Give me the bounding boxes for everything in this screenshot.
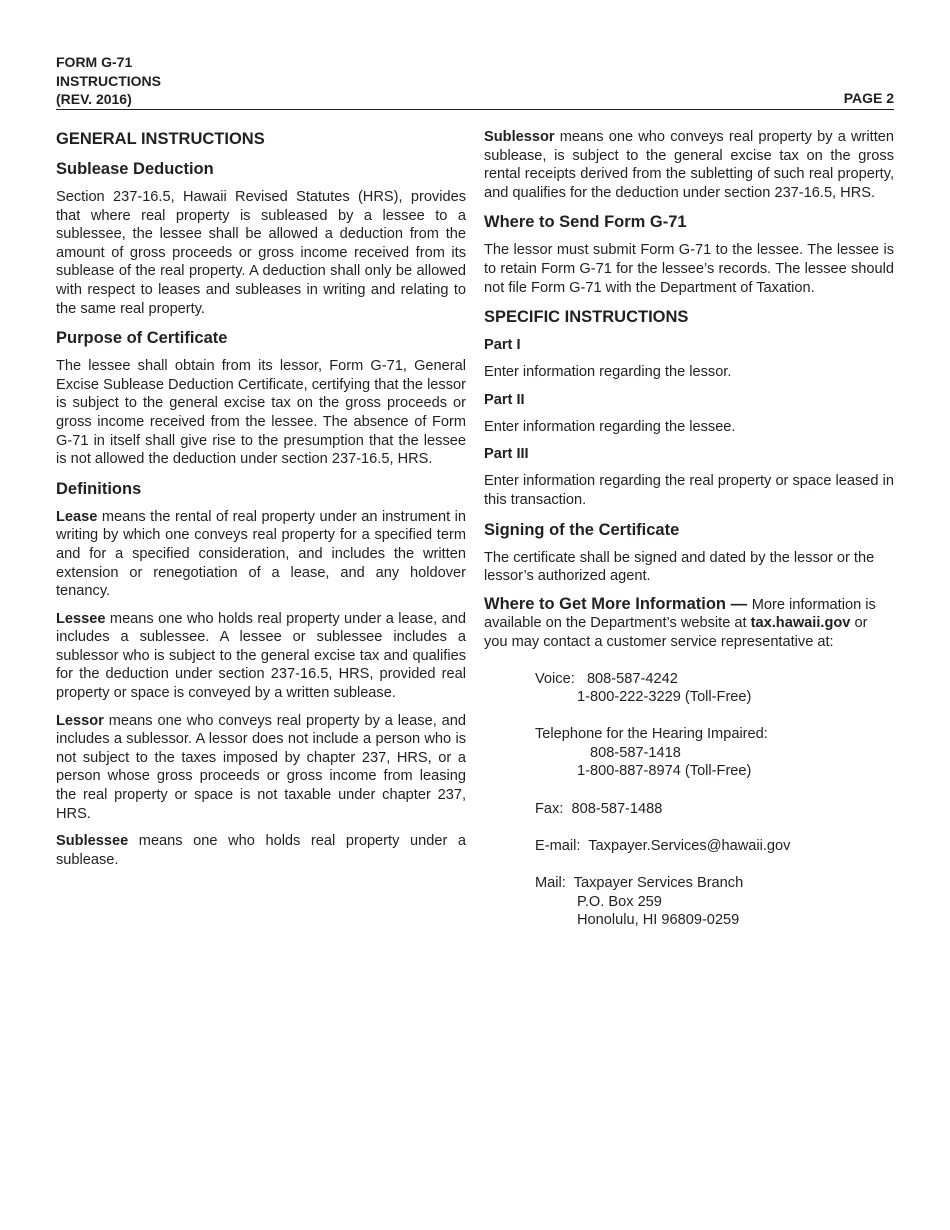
- sublease-deduction-text: Section 237-16.5, Hawaii Revised Statutes (HRS), provides that where real property is subleased by a lessee to a sublessee, the lessee shall be allowed a deduction from the amount of gross proceeds or gross income received from its sublease of the real property. A deduction shall only be allowed with respect to leases and subleases in writing and relating to the same real property.: [56, 189, 466, 317]
- form-revision: (REV. 2016): [56, 91, 132, 107]
- tty-tollfree: 1-800-887-8974 (Toll-Free): [577, 763, 752, 780]
- page-header: [56, 53, 894, 110]
- part-2-heading: Part II: [484, 391, 525, 408]
- more-information-heading: Where to Get More Information —: [484, 594, 752, 613]
- term-lessor: Lessor: [56, 712, 104, 729]
- where-to-send-text: The lessor must submit Form G-71 to the lessee. The lessee is to retain Form G-71 for the lessee’s records. The lessee should not file Form G-71 with the Department of Taxation.: [484, 242, 894, 296]
- specific-instructions-heading: SPECIFIC INSTRUCTIONS: [484, 308, 689, 327]
- mail-contact: [535, 874, 894, 930]
- website-link[interactable]: tax.hawaii.gov: [750, 615, 851, 632]
- tty-contact: [535, 725, 894, 781]
- general-instructions-heading: GENERAL INSTRUCTIONS: [56, 130, 265, 148]
- term-sublessee: Sublessee: [56, 833, 129, 850]
- part-3-heading: Part III: [484, 446, 529, 463]
- definition-lessee: [56, 610, 466, 703]
- tty-label: Telephone for the Hearing Impaired:: [535, 726, 768, 743]
- form-identifier: [56, 53, 161, 109]
- purpose-text: The lessee shall obtain from its lessor, Form G-71, General Excise Sublease Deduction Certificate, certifying that the lessor is subject to the general excise tax on the gross proceeds or gross income received from the lessee. The absence of Form G-71 in itself shall give rise to the presumption that the lessee is not allowed the deduction under section 237-16.5, HRS.: [56, 358, 466, 468]
- definition-sublessee-text: means one who holds real property under a sublease.: [56, 833, 466, 868]
- right-column: [484, 128, 894, 948]
- voice-tollfree: 1-800-222-3229 (Toll-Free): [577, 689, 752, 706]
- fax-label: Fax:: [535, 800, 564, 817]
- email-address[interactable]: Taxpayer.Services@hawaii.gov: [588, 837, 791, 854]
- definition-lessor-text: means one who conveys real property by a lease, and includes a sublessor. A lessor does not include a person who is not subject to the taxes imposed by chapter 237, HRS, or a person whose gross proceeds or gross income from leasing the real property or space is not taxable under chapter 237, HRS.: [56, 712, 466, 822]
- definition-lease-text: means the rental of real property under an instrument in writing by which one conveys real property for a specified term and for a specified consideration, and includes the written extension or renegotiation of a lease, and any holdover tenancy.: [56, 508, 466, 600]
- part-2-text: Enter information regarding the lessee.: [484, 418, 736, 435]
- email-contact: [535, 837, 894, 856]
- definition-lease: [56, 508, 466, 601]
- part-1-heading: Part I: [484, 337, 521, 354]
- more-information-text-1: More information is available on the Department’s website at: [484, 596, 876, 632]
- more-information: [484, 595, 894, 652]
- definition-lessee-text: means one who holds real property under a lease, and includes a sublessee. A lessee or sublessee includes a sublessor who is subject to the general excise tax and qualifies for the deduction under section 237-16.5, HRS, provided real property or space is conveyed by a written sublease.: [56, 610, 466, 702]
- term-sublessor: Sublessor: [484, 129, 555, 145]
- signing-text: The certificate shall be signed and dated by the lessor or the lessor’s authorized agent.: [484, 549, 875, 585]
- where-to-send-heading: Where to Send Form G-71: [484, 213, 687, 232]
- term-lease: Lease: [56, 508, 98, 525]
- term-lessee: Lessee: [56, 610, 106, 627]
- contact-block: [535, 670, 894, 930]
- definition-sublessor: [484, 128, 894, 202]
- mail-line-2: P.O. Box 259: [577, 893, 662, 910]
- signing-heading: Signing of the Certificate: [484, 520, 680, 539]
- mail-line-3: Honolulu, HI 96809-0259: [577, 912, 740, 929]
- definitions-heading: Definitions: [56, 479, 142, 498]
- form-number: FORM G-71: [56, 54, 133, 70]
- sublease-deduction-heading: Sublease Deduction: [56, 160, 214, 178]
- definition-sublessee: [56, 832, 466, 869]
- tty-number: 808-587-1418: [590, 744, 681, 761]
- fax-number: 808-587-1488: [571, 800, 663, 817]
- purpose-heading: Purpose of Certificate: [56, 329, 228, 348]
- part-3-text: Enter information regarding the real property or space leased in this transaction.: [484, 473, 894, 508]
- mail-label: Mail:: [535, 875, 566, 892]
- fax-contact: [535, 800, 894, 819]
- definition-lessor: [56, 712, 466, 824]
- voice-label: Voice:: [535, 670, 575, 687]
- form-type: INSTRUCTIONS: [56, 72, 161, 89]
- more-information-text-2: or you may contact a customer service representative at:: [484, 615, 868, 650]
- voice-contact: [535, 670, 894, 707]
- definition-sublessor-text: means one who conveys real property by a written sublease, is subject to the general excise tax on the gross rental receipts derived from the subletting of such real property, and qualifies for the deduction under section 237-16.5, HRS.: [484, 129, 894, 201]
- voice-number: 808-587-4242: [586, 670, 678, 687]
- email-label: E-mail:: [535, 837, 581, 854]
- page-number: PAGE 2: [843, 90, 894, 106]
- mail-line-1: Taxpayer Services Branch: [573, 875, 744, 892]
- part-1-text: Enter information regarding the lessor.: [484, 364, 732, 381]
- left-column: [56, 128, 466, 878]
